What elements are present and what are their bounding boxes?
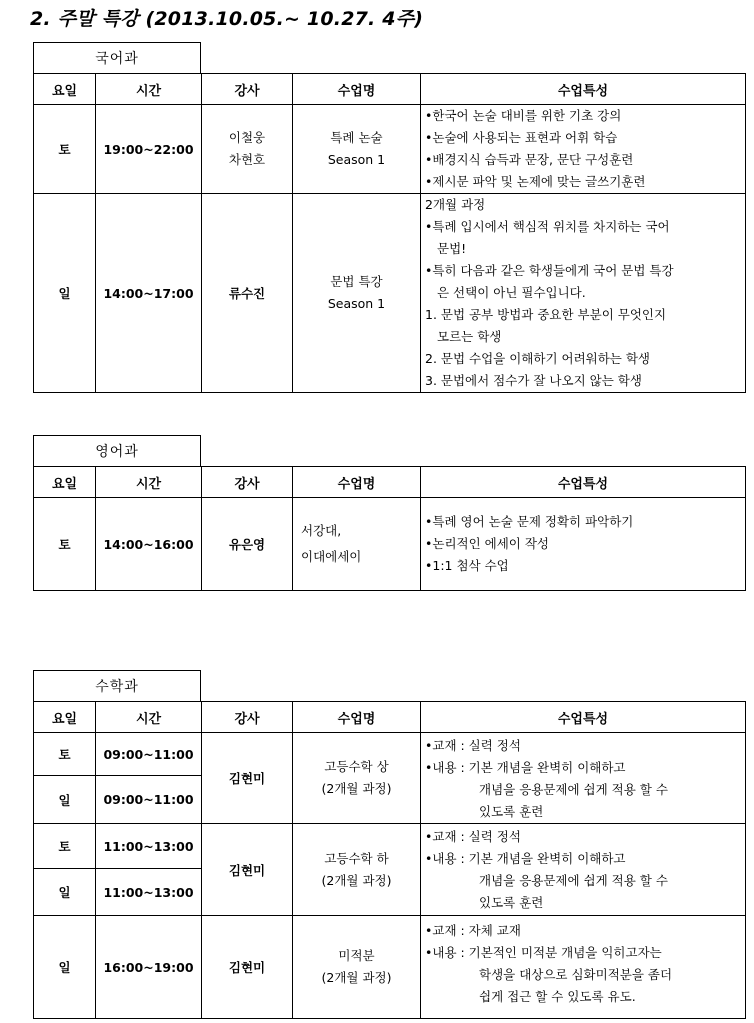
table-row	[34, 733, 746, 776]
features-cell	[421, 733, 746, 824]
feature-line: 있도록 훈련	[479, 895, 544, 910]
day-cell: 일	[34, 776, 96, 824]
feature-line: •배경지식 습득과 문장, 문단 구성훈련	[425, 152, 634, 167]
day-cell: 토	[34, 498, 96, 591]
feature-line: 2. 문법 수업을 이해하기 어려워하는 학생	[425, 351, 650, 366]
header-features: 수업특성	[421, 467, 746, 498]
feature-line: •내용 : 기본 개념을 완벽히 이해하고	[425, 851, 626, 866]
korean-table	[33, 73, 746, 393]
teacher-cell: 김현미	[202, 916, 293, 1019]
header-row	[34, 74, 746, 105]
header-day: 요일	[34, 74, 96, 105]
day-cell: 일	[34, 916, 96, 1019]
table-row	[34, 824, 746, 869]
time-cell: 09:00~11:00	[96, 776, 202, 824]
feature-line: •한국어 논술 대비를 위한 기초 강의	[425, 108, 622, 123]
feature-line: •특례 영어 논술 문제 정확히 파악하기	[425, 514, 634, 529]
english-table	[33, 466, 746, 591]
feature-line: •특례 입시에서 핵심적 위치를 차지하는 국어	[425, 219, 670, 234]
class-duration: (2개월 과정)	[321, 970, 392, 985]
class-cell	[293, 498, 421, 591]
feature-line: 은 선택이 아닌 필수입니다.	[437, 285, 586, 300]
feature-line: 학생을 대상으로 심화미적분을 좀더	[479, 967, 673, 982]
teacher-cell: 유은영	[202, 498, 293, 591]
class-duration: (2개월 과정)	[321, 781, 392, 796]
teacher-cell: 류수진	[202, 194, 293, 393]
teacher-cell: 김현미	[202, 824, 293, 916]
header-time: 시간	[96, 702, 202, 733]
time-cell: 16:00~19:00	[96, 916, 202, 1019]
page-title: 2. 주말 특강 (2013.10.05.~ 10.27. 4주)	[30, 8, 424, 30]
math-table	[33, 701, 746, 1019]
time-cell: 19:00~22:00	[96, 105, 202, 194]
time-cell: 11:00~13:00	[96, 869, 202, 916]
feature-line: •교재 : 실력 정석	[425, 829, 521, 844]
feature-line: •내용 : 기본 개념을 완벽히 이해하고	[425, 760, 626, 775]
class-cell	[293, 194, 421, 393]
feature-line: 개념을 응용문제에 쉽게 적용 할 수	[479, 782, 668, 797]
day-cell: 토	[34, 824, 96, 869]
teacher-name: 차현호	[228, 152, 266, 167]
class-name: 이대에세이	[301, 549, 362, 564]
class-name: 미적분	[338, 948, 375, 963]
table-row	[34, 498, 746, 591]
header-class: 수업명	[293, 702, 421, 733]
feature-line: •내용 : 기본적인 미적분 개념을 익히고자는	[425, 945, 662, 960]
math-tab: 수학과	[33, 670, 201, 701]
feature-line: 1. 문법 공부 방법과 중요한 부분이 무엇인지	[425, 307, 667, 322]
teacher-name: 이철웅	[228, 130, 266, 145]
header-day: 요일	[34, 467, 96, 498]
header-day: 요일	[34, 702, 96, 733]
class-name: 고등수학 상	[324, 759, 389, 774]
class-cell	[293, 733, 421, 824]
header-row	[34, 467, 746, 498]
header-teacher: 강사	[202, 74, 293, 105]
feature-line: •특히 다음과 같은 학생들에게 국어 문법 특강	[425, 263, 674, 278]
korean-tab: 국어과	[33, 42, 201, 73]
header-class: 수업명	[293, 467, 421, 498]
feature-line: •논술에 사용되는 표현과 어휘 학습	[425, 130, 618, 145]
class-cell	[293, 824, 421, 916]
class-name: 고등수학 하	[324, 850, 389, 866]
table-row	[34, 916, 746, 1019]
feature-line: 2개월 과정	[425, 197, 486, 212]
feature-line: 개념을 응용문제에 쉽게 적용 할 수	[479, 873, 668, 888]
day-cell: 일	[34, 869, 96, 916]
teacher-cell	[202, 105, 293, 194]
class-cell	[293, 105, 421, 194]
header-teacher: 강사	[202, 467, 293, 498]
class-duration: (2개월 과정)	[321, 872, 392, 888]
table-row	[34, 105, 746, 194]
header-time: 시간	[96, 467, 202, 498]
time-cell: 14:00~16:00	[96, 498, 202, 591]
features-cell	[421, 824, 746, 916]
class-name: 특례 논술	[330, 130, 383, 145]
day-cell: 토	[34, 105, 96, 194]
time-cell: 11:00~13:00	[96, 824, 202, 869]
feature-line: 모르는 학생	[437, 329, 502, 344]
feature-line: •1:1 첨삭 수업	[425, 558, 509, 573]
header-features: 수업특성	[421, 702, 746, 733]
features-cell	[421, 105, 746, 194]
class-cell	[293, 916, 421, 1019]
feature-line: •논리적인 에세이 작성	[425, 536, 549, 551]
day-cell: 토	[34, 733, 96, 776]
feature-line: •교재 : 자체 교재	[425, 923, 521, 938]
header-teacher: 강사	[202, 702, 293, 733]
header-time: 시간	[96, 74, 202, 105]
feature-line: •교재 : 실력 정석	[425, 738, 521, 753]
day-cell: 일	[34, 194, 96, 393]
feature-line: 쉽게 접근 할 수 있도록 유도.	[479, 989, 636, 1004]
header-class: 수업명	[293, 74, 421, 105]
teacher-cell: 김현미	[202, 733, 293, 824]
header-features: 수업특성	[421, 74, 746, 105]
features-cell	[421, 498, 746, 591]
header-row	[34, 702, 746, 733]
class-name: 서강대,	[301, 523, 342, 538]
table-row	[34, 194, 746, 393]
feature-line: •제시문 파악 및 논제에 맞는 글쓰기훈련	[425, 174, 646, 189]
features-cell	[421, 916, 746, 1019]
time-cell: 09:00~11:00	[96, 733, 202, 776]
english-tab: 영어과	[33, 435, 201, 466]
feature-line: 문법!	[437, 241, 467, 256]
features-cell	[421, 194, 746, 393]
class-season: Season 1	[327, 152, 386, 167]
class-season: Season 1	[327, 296, 386, 311]
feature-line: 3. 문법에서 점수가 잘 나오지 않는 학생	[425, 373, 642, 388]
class-name: 문법 특강	[330, 274, 383, 289]
feature-line: 있도록 훈련	[479, 804, 544, 819]
time-cell: 14:00~17:00	[96, 194, 202, 393]
